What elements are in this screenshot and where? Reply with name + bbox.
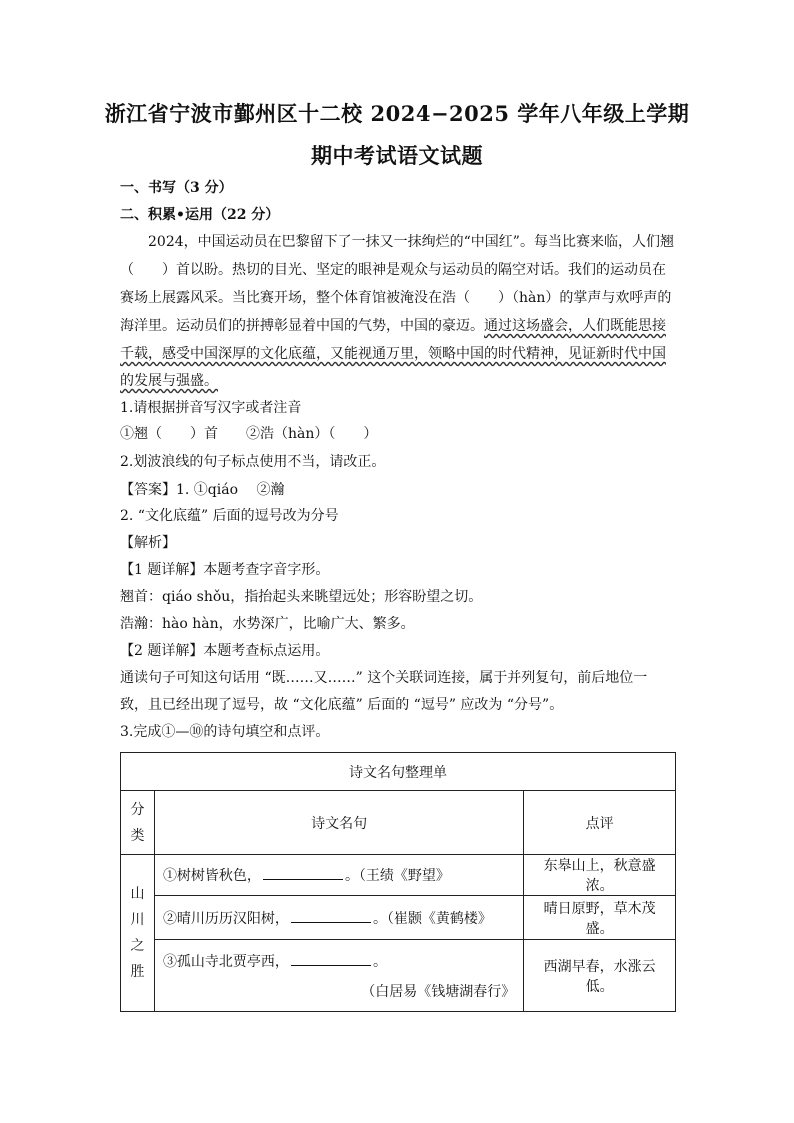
document-title-line-1: 浙江省宁波市鄞州区十二校 2024−2025 学年八年级上学期 <box>104 101 690 126</box>
quote-cell <box>154 896 523 940</box>
document-title-line-2: 期中考试语文试题 <box>311 143 483 168</box>
detail-text: 本题考查字音字形。 <box>203 562 330 578</box>
fill-blank[interactable] <box>291 951 371 966</box>
question-2: 2.划波浪线的句子标点使用不当，请改正。 <box>120 454 386 470</box>
detail-2-line: 通读句子可知这句话用 “既……又……” 这个关联词连接，属于并列复句，前后地位一 <box>120 670 648 686</box>
detail-label: 【2 题详解】 <box>120 643 204 659</box>
quote-source: 。（崔颢《黄鹤楼》 <box>372 910 492 927</box>
wavy-sentence: 通过这场盛会，人们既能思接 <box>484 318 666 334</box>
detail-1-line: 浩瀚：hào hàn，水势深广，比喻广大、繁多。 <box>120 616 415 632</box>
passage-line <box>120 371 680 391</box>
quote-text: ③孤山寺北贾亭西， <box>162 953 289 970</box>
category-char: 川 <box>130 912 145 928</box>
answer-line-1 <box>120 480 680 500</box>
header-comment: 点评 <box>524 791 676 855</box>
wavy-sentence: 千载，感受中国深厚的文化底蕴，又能视通万里，领略中国的时代精神，见证新时代中国 <box>120 346 666 362</box>
category-char: 山 <box>130 886 145 902</box>
passage-line <box>120 344 680 364</box>
quote-source: 。（王绩《野望》 <box>344 868 450 884</box>
analysis-label: 【解析】 <box>120 535 176 551</box>
detail-text: 本题考查标点运用。 <box>203 643 330 659</box>
quote-cell <box>154 855 523 896</box>
category-char: 之 <box>130 938 145 954</box>
header-category-char: 类 <box>130 827 145 844</box>
detail-label: 【1 题详解】 <box>120 562 204 578</box>
section-heading-accumulation: 二、积累•运用（22 分） <box>120 207 280 223</box>
answer-text: 1. ①qiáo ②瀚 <box>176 482 285 498</box>
quote-text: ①树树皆秋色， <box>162 868 261 884</box>
wavy-sentence: 的发展与强盛。 <box>120 373 218 389</box>
quote-source: （白居易《钱塘湖春行》 <box>361 983 516 1000</box>
passage-line <box>120 316 680 336</box>
detail-1-line: 翘首：qiáo shǒu，指抬起头来眺望远处；形容盼望之切。 <box>120 589 483 605</box>
section-heading-writing: 一、书写（3 分） <box>120 180 233 196</box>
comment-cell: 晴日原野，草木茂盛。 <box>524 896 676 940</box>
comment-cell: 东皋山上，秋意盛浓。 <box>524 855 676 896</box>
detail-2-line: 致，且已经出现了逗号，故 “文化底蕴” 后面的 “逗号” 应改为 “分号”。 <box>120 697 564 713</box>
detail-2-heading <box>120 641 680 661</box>
poem-table <box>120 752 676 1012</box>
quote-text: ②晴川历历汉阳树， <box>162 910 289 927</box>
quote-end: 。 <box>372 953 387 970</box>
passage-line: 2024，中国运动员在巴黎留下了一抹又一抹绚烂的“中国红”。每当比赛来临，人们翘 <box>148 234 674 250</box>
answer-label: 【答案】 <box>120 482 176 498</box>
quote-cell <box>154 940 523 1012</box>
passage-line: （ ）首以盼。热切的目光、坚定的眼神是观众与运动员的隔空对话。我们的运动员在 <box>120 262 666 278</box>
answer-line-2: 2. “文化底蕴” 后面的逗号改为分号 <box>120 508 339 524</box>
detail-1-heading <box>120 560 680 580</box>
header-category-char: 分 <box>130 801 145 818</box>
fill-blank[interactable] <box>263 865 343 880</box>
comment-cell: 西湖早春，水涨云低。 <box>524 940 676 1012</box>
passage-line: 赛场上展露风采。当比赛开场，整个体育馆被淹没在浩（ ）（hàn）的掌声与欢呼声的 <box>120 290 672 306</box>
header-quote: 诗文名句 <box>154 791 523 855</box>
question-1: 1.请根据拼音写汉字或者注音 <box>120 400 302 416</box>
category-char: 胜 <box>130 964 145 980</box>
question-1-items: ①翘（ ）首 ②浩（hàn）（ ） <box>120 426 378 442</box>
header-category <box>121 791 155 855</box>
category-cell <box>121 855 155 1012</box>
passage-text: 海洋里。运动员们的拼搏彰显着中国的气势，中国的豪迈。 <box>120 318 484 334</box>
quote-line <box>163 951 515 971</box>
table-caption: 诗文名句整理单 <box>121 753 676 791</box>
fill-blank[interactable] <box>291 908 371 923</box>
question-3: 3.完成①—⑩的诗句填空和点评。 <box>120 724 330 740</box>
